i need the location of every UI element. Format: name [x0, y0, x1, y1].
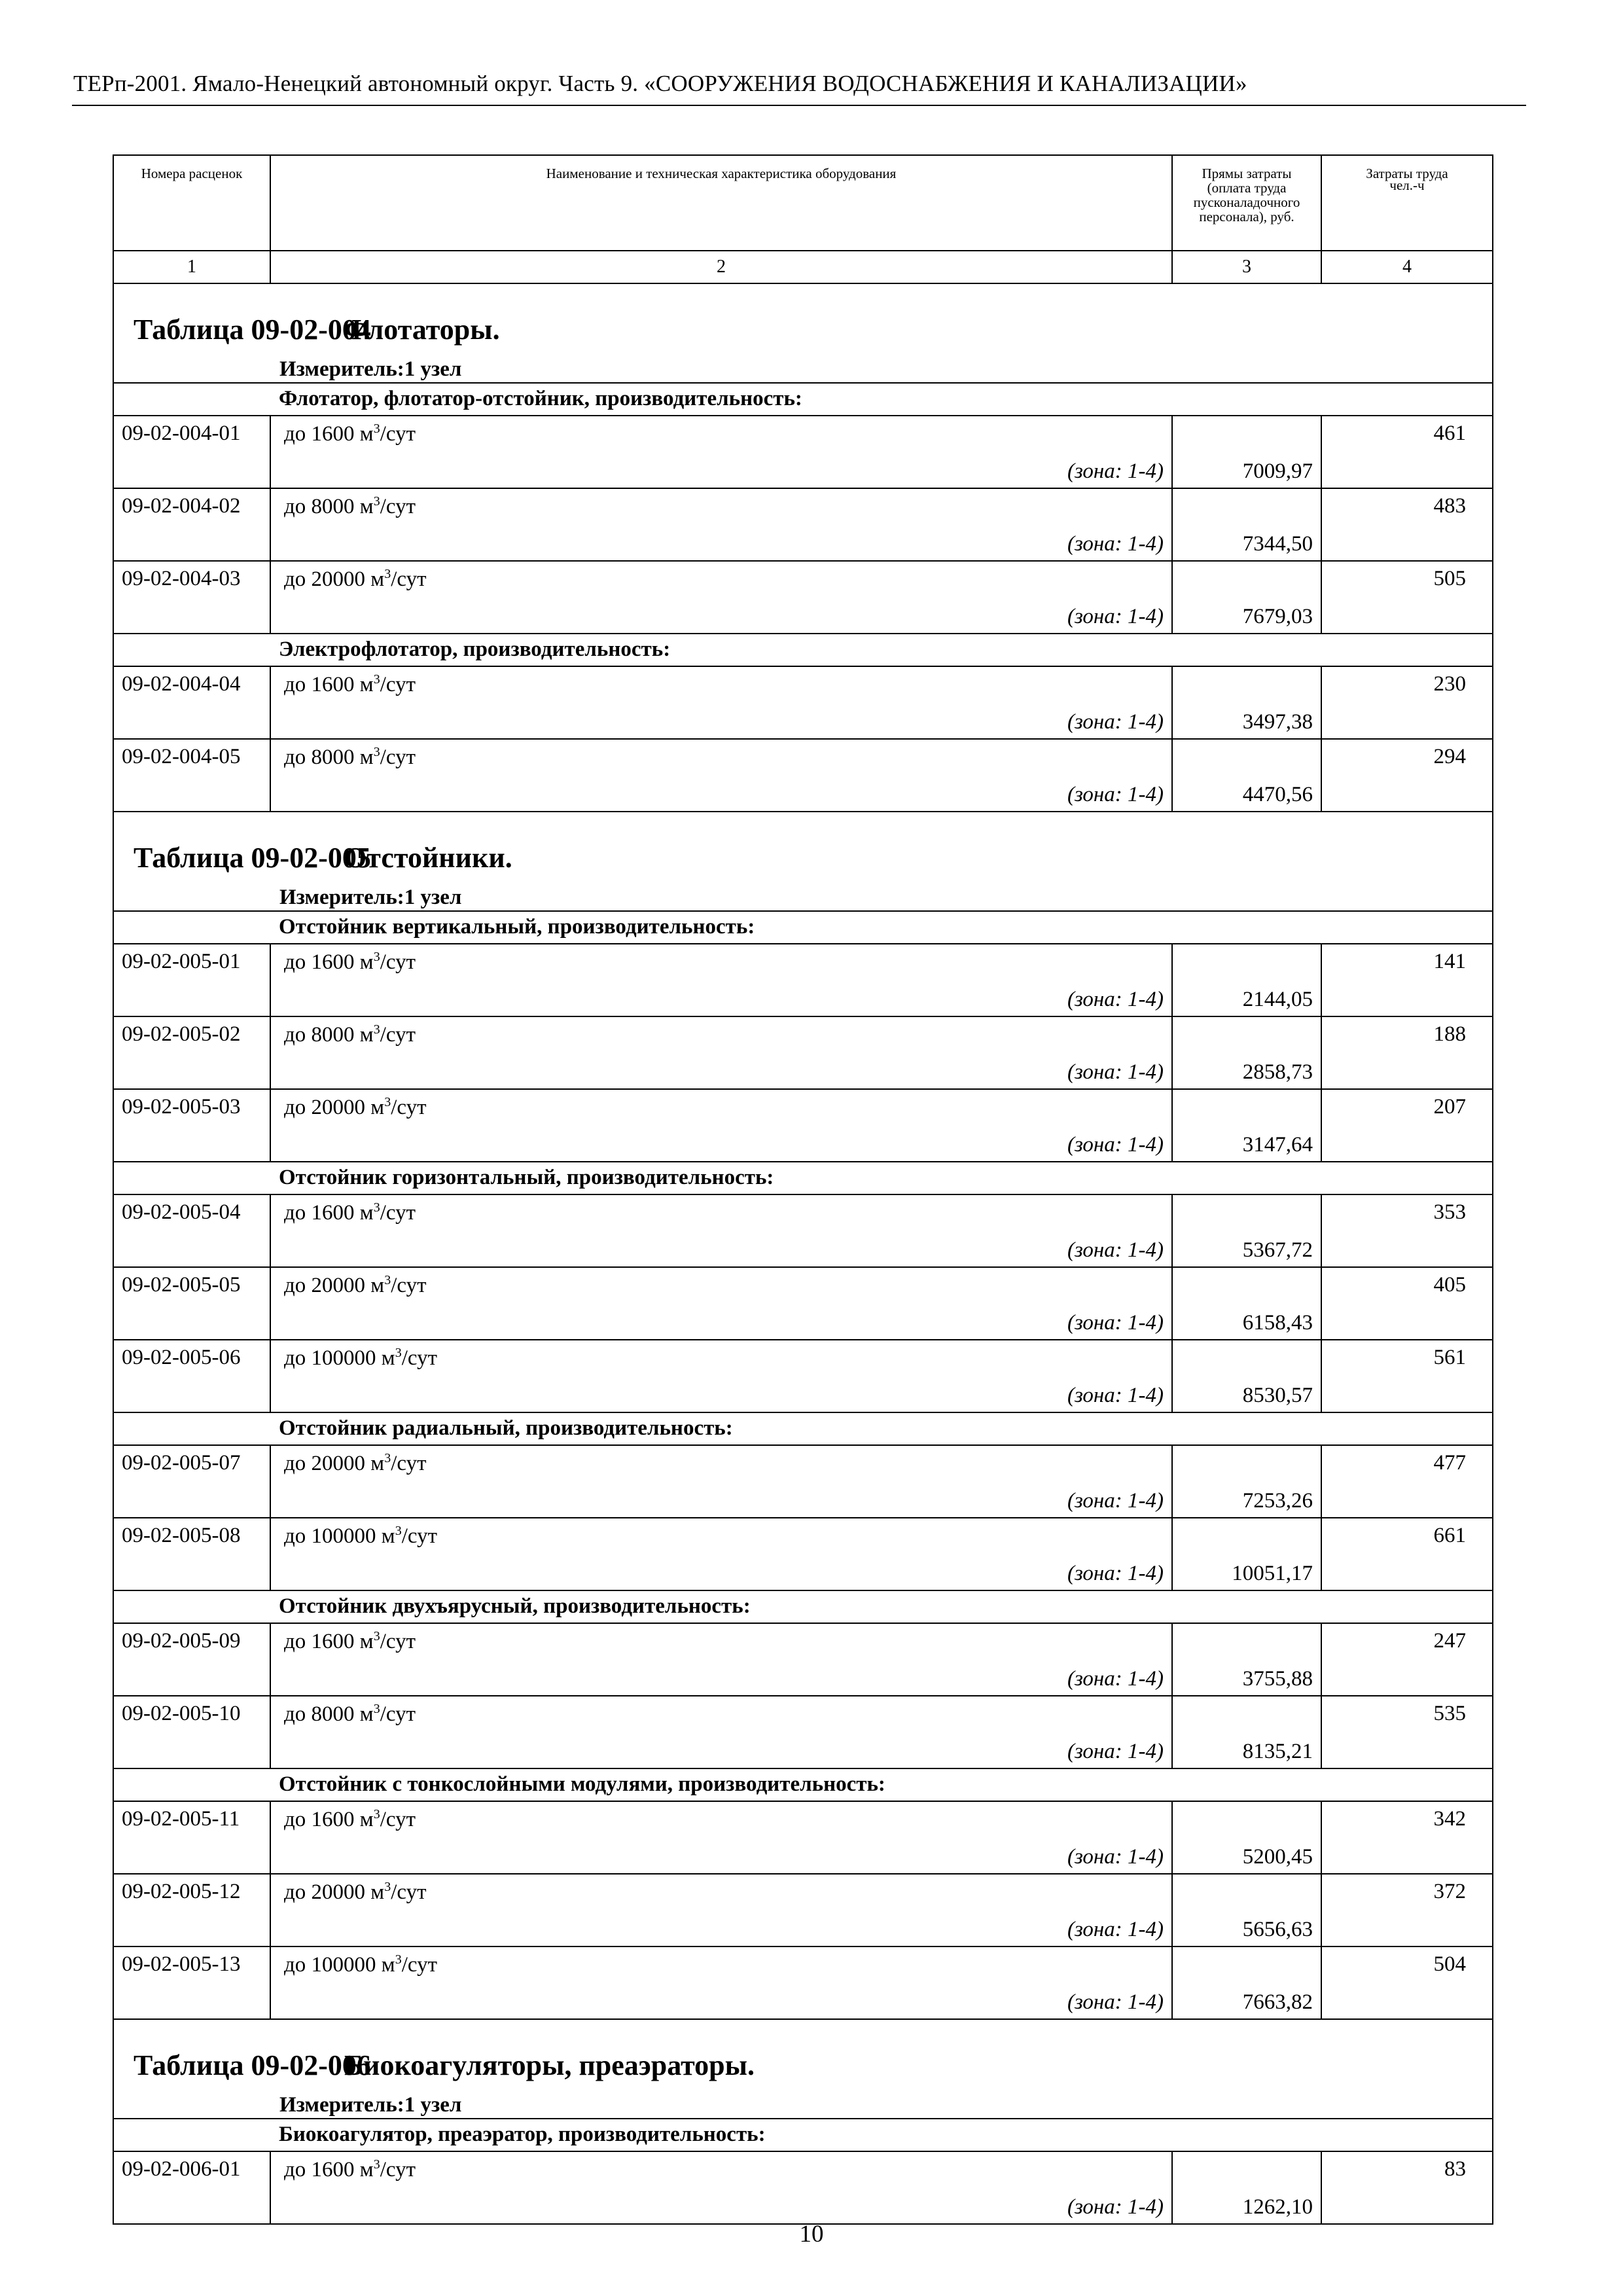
rate-name-capacity: до 100000 м: [284, 1953, 395, 1977]
rate-name-capacity: до 1600 м: [284, 673, 374, 696]
rate-name-cell: [270, 1089, 1172, 1162]
table-row: [113, 1874, 1493, 1946]
rate-code: 09-02-005-04: [113, 1194, 270, 1267]
running-header: ТЕРп-2001. Ямало-Ненецкий автономный округ. Часть 9. «СООРУЖЕНИЯ ВОДОСНАБЖЕНИЯ И КАНАЛИЗАЦИИ»: [73, 71, 1247, 96]
direct-cost: 4470,56: [1172, 739, 1321, 812]
section-title: [134, 2049, 755, 2082]
unit-suffix: /сут: [380, 745, 416, 769]
rate-name-cell: [270, 1445, 1172, 1518]
rate-name: [284, 1702, 416, 1727]
direct-cost: 3147,64: [1172, 1089, 1321, 1162]
header-col-labor-line: чел.-ч: [1389, 177, 1425, 193]
column-number: 1: [113, 251, 270, 283]
unit-superscript: 3: [373, 1022, 380, 1037]
rate-name-cell: [270, 1623, 1172, 1696]
labor-cost: 561: [1321, 1340, 1493, 1412]
rate-name-capacity: до 8000 м: [284, 745, 374, 769]
section-title-cell: [113, 812, 1493, 911]
rate-code: 09-02-005-13: [113, 1946, 270, 2019]
section-title-row: [113, 812, 1493, 911]
rate-name-capacity: до 20000 м: [284, 567, 385, 591]
rate-name-capacity: до 20000 м: [284, 1880, 385, 1904]
table-row: [113, 561, 1493, 634]
rate-name-capacity: до 8000 м: [284, 1023, 374, 1047]
group-title: Флотатор, флотатор-отстойник, производительность:: [113, 383, 1493, 416]
unit-superscript: 3: [373, 1702, 380, 1716]
unit-superscript: 3: [373, 672, 380, 687]
direct-cost: 1262,10: [1172, 2151, 1321, 2224]
direct-cost: 10051,17: [1172, 1518, 1321, 1590]
group-title-row: [113, 634, 1493, 666]
direct-cost: 7253,26: [1172, 1445, 1321, 1518]
direct-cost: 8530,57: [1172, 1340, 1321, 1412]
unit-superscript: 3: [384, 1095, 391, 1109]
table-row: [113, 1623, 1493, 1696]
zone-label: (зона: 1-4): [1067, 532, 1164, 556]
section-table-code: Таблица 09-02-006: [134, 2049, 371, 2081]
rate-name: [284, 1629, 416, 1654]
labor-cost: 188: [1321, 1016, 1493, 1089]
zone-label: (зона: 1-4): [1067, 459, 1164, 483]
rate-code: 09-02-005-07: [113, 1445, 270, 1518]
rate-name: [284, 1022, 416, 1047]
rate-code: 09-02-005-10: [113, 1696, 270, 1768]
unit-superscript: 3: [384, 1451, 391, 1465]
table-row: [113, 1194, 1493, 1267]
table-body: [113, 283, 1493, 2224]
group-title: Электрофлотатор, производительность:: [113, 634, 1493, 666]
group-title-row: [113, 383, 1493, 416]
group-title: Отстойник горизонтальный, производительность:: [113, 1162, 1493, 1194]
rate-code: 09-02-005-06: [113, 1340, 270, 1412]
rate-name-cell: [270, 416, 1172, 488]
labor-cost: 661: [1321, 1518, 1493, 1590]
direct-cost: 5656,63: [1172, 1874, 1321, 1946]
table-row: [113, 1340, 1493, 1412]
table-row: [113, 1445, 1493, 1518]
labor-cost: 477: [1321, 1445, 1493, 1518]
rate-name: [284, 745, 416, 770]
table-row: [113, 2151, 1493, 2224]
unit-suffix: /сут: [391, 1452, 427, 1475]
unit-suffix: /сут: [380, 422, 416, 446]
unit-superscript: 3: [395, 1524, 402, 1538]
page-number: 10: [799, 2221, 824, 2248]
zone-label: (зона: 1-4): [1067, 1562, 1164, 1585]
section-title-row: [113, 283, 1493, 383]
rate-code: 09-02-005-08: [113, 1518, 270, 1590]
rate-name-cell: [270, 1801, 1172, 1874]
rate-name-cell: [270, 739, 1172, 812]
section-table-title: Биокоагуляторы, преаэраторы.: [344, 2049, 755, 2081]
group-title: Отстойник вертикальный, производительность:: [113, 911, 1493, 944]
unit-superscript: 3: [373, 1629, 380, 1643]
section-unit: Измеритель:1 узел: [279, 357, 462, 381]
rate-code: 09-02-005-01: [113, 944, 270, 1016]
rate-code: 09-02-004-05: [113, 739, 270, 812]
column-number-row: [113, 251, 1493, 283]
rate-name-cell: [270, 1874, 1172, 1946]
rate-name: [284, 1451, 427, 1476]
table-row: [113, 1089, 1493, 1162]
header-col-direct-costs-line: пусконаладочного: [1193, 194, 1300, 210]
unit-superscript: 3: [395, 1346, 402, 1360]
direct-cost: 5367,72: [1172, 1194, 1321, 1267]
rate-name-cell: [270, 1267, 1172, 1340]
rate-name-cell: [270, 2151, 1172, 2224]
labor-cost: 207: [1321, 1089, 1493, 1162]
table-row: [113, 1946, 1493, 2019]
labor-cost: 353: [1321, 1194, 1493, 1267]
rate-name-cell: [270, 1340, 1172, 1412]
direct-cost: 7344,50: [1172, 488, 1321, 561]
group-title: Отстойник с тонкослойными модулями, производительность:: [113, 1768, 1493, 1801]
rate-code: 09-02-005-09: [113, 1623, 270, 1696]
rate-code: 09-02-004-03: [113, 561, 270, 634]
unit-suffix: /сут: [401, 1953, 437, 1977]
unit-suffix: /сут: [380, 1201, 416, 1225]
rate-name-capacity: до 1600 м: [284, 422, 374, 446]
zone-label: (зона: 1-4): [1067, 605, 1164, 628]
rate-name: [284, 494, 416, 519]
table-row: [113, 416, 1493, 488]
table-row: [113, 1801, 1493, 1874]
header-col-direct-costs-line: персонала), руб.: [1199, 209, 1294, 224]
table-row: [113, 488, 1493, 561]
rate-code: 09-02-005-11: [113, 1801, 270, 1874]
labor-cost: 342: [1321, 1801, 1493, 1874]
direct-cost: 3497,38: [1172, 666, 1321, 739]
direct-cost: 2858,73: [1172, 1016, 1321, 1089]
labor-cost: 372: [1321, 1874, 1493, 1946]
rate-code: 09-02-005-03: [113, 1089, 270, 1162]
unit-superscript: 3: [384, 1273, 391, 1287]
zone-label: (зона: 1-4): [1067, 1740, 1164, 1763]
labor-cost: 294: [1321, 739, 1493, 812]
unit-suffix: /сут: [380, 1023, 416, 1047]
section-unit: Измеритель:1 узел: [279, 2093, 462, 2117]
unit-superscript: 3: [373, 422, 380, 436]
rate-name: [284, 1346, 437, 1371]
header-col-labor-line: Затраты труда: [1366, 166, 1448, 181]
rate-name-capacity: до 1600 м: [284, 950, 374, 974]
rate-name: [284, 1273, 427, 1298]
rate-name-capacity: до 20000 м: [284, 1274, 385, 1297]
rate-name-capacity: до 8000 м: [284, 1702, 374, 1726]
rate-name-cell: [270, 1518, 1172, 1590]
rate-name: [284, 2157, 416, 2182]
section-title-cell: [113, 2019, 1493, 2119]
unit-superscript: 3: [373, 950, 380, 964]
labor-cost: 504: [1321, 1946, 1493, 2019]
rate-name-capacity: до 1600 м: [284, 2158, 374, 2181]
column-number: 3: [1172, 251, 1321, 283]
rate-name-capacity: до 1600 м: [284, 1201, 374, 1225]
unit-suffix: /сут: [380, 1702, 416, 1726]
unit-suffix: /сут: [391, 1880, 427, 1904]
unit-suffix: /сут: [380, 950, 416, 974]
header-col-codes: Номера расценок: [113, 155, 270, 251]
labor-cost: 83: [1321, 2151, 1493, 2224]
unit-suffix: /сут: [380, 2158, 416, 2181]
labor-cost: 405: [1321, 1267, 1493, 1340]
rate-name: [284, 1524, 437, 1549]
unit-superscript: 3: [384, 1880, 391, 1894]
unit-superscript: 3: [395, 1952, 402, 1967]
unit-suffix: /сут: [401, 1524, 437, 1548]
table-row: [113, 944, 1493, 1016]
table-row: [113, 1696, 1493, 1768]
zone-label: (зона: 1-4): [1067, 710, 1164, 734]
unit-suffix: /сут: [391, 567, 427, 591]
unit-suffix: /сут: [391, 1274, 427, 1297]
rate-name-capacity: до 20000 м: [284, 1096, 385, 1119]
zone-label: (зона: 1-4): [1067, 988, 1164, 1011]
rate-name-cell: [270, 944, 1172, 1016]
rate-name-cell: [270, 1696, 1172, 1768]
labor-cost: 483: [1321, 488, 1493, 561]
group-title-row: [113, 1412, 1493, 1445]
table-row: [113, 1016, 1493, 1089]
rate-name-cell: [270, 561, 1172, 634]
rate-name-capacity: до 100000 м: [284, 1524, 395, 1548]
zone-label: (зона: 1-4): [1067, 1311, 1164, 1335]
unit-suffix: /сут: [391, 1096, 427, 1119]
direct-cost: 3755,88: [1172, 1623, 1321, 1696]
header-col-name: Наименование и техническая характеристика оборудования: [270, 155, 1172, 251]
rate-name-capacity: до 100000 м: [284, 1346, 395, 1370]
group-title-row: [113, 1590, 1493, 1623]
rate-name: [284, 567, 427, 592]
labor-cost: 505: [1321, 561, 1493, 634]
unit-superscript: 3: [373, 1807, 380, 1821]
direct-cost: 2144,05: [1172, 944, 1321, 1016]
rate-name: [284, 672, 416, 697]
zone-label: (зона: 1-4): [1067, 1489, 1164, 1513]
table-row: [113, 1518, 1493, 1590]
rate-name: [284, 1952, 437, 1977]
zone-label: (зона: 1-4): [1067, 1384, 1164, 1407]
zone-label: (зона: 1-4): [1067, 1918, 1164, 1941]
rate-name: [284, 1200, 416, 1225]
zone-label: (зона: 1-4): [1067, 1238, 1164, 1262]
group-title: Отстойник радиальный, производительность:: [113, 1412, 1493, 1445]
labor-cost: 535: [1321, 1696, 1493, 1768]
column-number: 2: [270, 251, 1172, 283]
group-title-row: [113, 1162, 1493, 1194]
section-title-cell: [113, 283, 1493, 383]
rate-name-capacity: до 1600 м: [284, 1630, 374, 1653]
section-title-row: [113, 2019, 1493, 2119]
rate-name-cell: [270, 1016, 1172, 1089]
section-title: [134, 841, 512, 874]
rate-name-capacity: до 8000 м: [284, 495, 374, 518]
header-col-direct-costs: [1172, 155, 1321, 251]
unit-suffix: /сут: [380, 1630, 416, 1653]
rate-name-cell: [270, 1946, 1172, 2019]
rate-name-cell: [270, 488, 1172, 561]
section-title: [134, 313, 500, 346]
unit-suffix: /сут: [401, 1346, 437, 1370]
section-table-code: Таблица 09-02-005: [134, 842, 371, 874]
rate-name-cell: [270, 666, 1172, 739]
rate-name-cell: [270, 1194, 1172, 1267]
labor-cost: 247: [1321, 1623, 1493, 1696]
direct-cost: 8135,21: [1172, 1696, 1321, 1768]
header-rule: [72, 105, 1526, 106]
rate-code: 09-02-006-01: [113, 2151, 270, 2224]
direct-cost: 5200,45: [1172, 1801, 1321, 1874]
table-row: [113, 739, 1493, 812]
rate-code: 09-02-004-02: [113, 488, 270, 561]
rate-name-capacity: до 1600 м: [284, 1808, 374, 1831]
unit-suffix: /сут: [380, 495, 416, 518]
direct-cost: 7663,82: [1172, 1946, 1321, 2019]
header-col-direct-costs-line: (оплата труда: [1207, 180, 1287, 196]
unit-suffix: /сут: [380, 1808, 416, 1831]
group-title-row: [113, 1768, 1493, 1801]
unit-superscript: 3: [373, 1200, 380, 1215]
zone-label: (зона: 1-4): [1067, 2195, 1164, 2219]
labor-cost: 230: [1321, 666, 1493, 739]
group-title-row: [113, 2119, 1493, 2151]
unit-superscript: 3: [384, 567, 391, 581]
labor-cost: 461: [1321, 416, 1493, 488]
table-row: [113, 1267, 1493, 1340]
direct-cost: 7009,97: [1172, 416, 1321, 488]
section-table-title: Отстойники.: [344, 842, 512, 874]
rate-code: 09-02-004-01: [113, 416, 270, 488]
unit-superscript: 3: [373, 745, 380, 759]
group-title-row: [113, 911, 1493, 944]
section-unit: Измеритель:1 узел: [279, 886, 462, 909]
column-number: 4: [1321, 251, 1493, 283]
zone-label: (зона: 1-4): [1067, 1845, 1164, 1869]
group-title: Отстойник двухъярусный, производительность:: [113, 1590, 1493, 1623]
table-row: [113, 666, 1493, 739]
zone-label: (зона: 1-4): [1067, 1133, 1164, 1157]
rates-table: [113, 154, 1493, 2225]
rate-code: 09-02-004-04: [113, 666, 270, 739]
rate-code: 09-02-005-02: [113, 1016, 270, 1089]
rate-name: [284, 1095, 427, 1120]
zone-label: (зона: 1-4): [1067, 1990, 1164, 2014]
labor-cost: 141: [1321, 944, 1493, 1016]
unit-superscript: 3: [373, 494, 380, 509]
rate-name: [284, 422, 416, 446]
rate-code: 09-02-005-12: [113, 1874, 270, 1946]
zone-label: (зона: 1-4): [1067, 1667, 1164, 1691]
direct-cost: 7679,03: [1172, 561, 1321, 634]
zone-label: (зона: 1-4): [1067, 783, 1164, 806]
header-col-labor: [1321, 155, 1493, 251]
rate-name: [284, 1880, 427, 1905]
unit-superscript: 3: [373, 2157, 380, 2172]
group-title: Биокоагулятор, преаэратор, производительность:: [113, 2119, 1493, 2151]
zone-label: (зона: 1-4): [1067, 1060, 1164, 1084]
unit-suffix: /сут: [380, 673, 416, 696]
rate-name-capacity: до 20000 м: [284, 1452, 385, 1475]
section-table-code: Таблица 09-02-004: [134, 314, 371, 346]
rate-code: 09-02-005-05: [113, 1267, 270, 1340]
header-col-direct-costs-line: Прямы затраты: [1202, 166, 1292, 181]
direct-cost: 6158,43: [1172, 1267, 1321, 1340]
rate-name: [284, 1807, 416, 1832]
table-header-row: [113, 155, 1493, 251]
rate-name: [284, 950, 416, 975]
section-table-title: Флотаторы.: [344, 314, 500, 346]
